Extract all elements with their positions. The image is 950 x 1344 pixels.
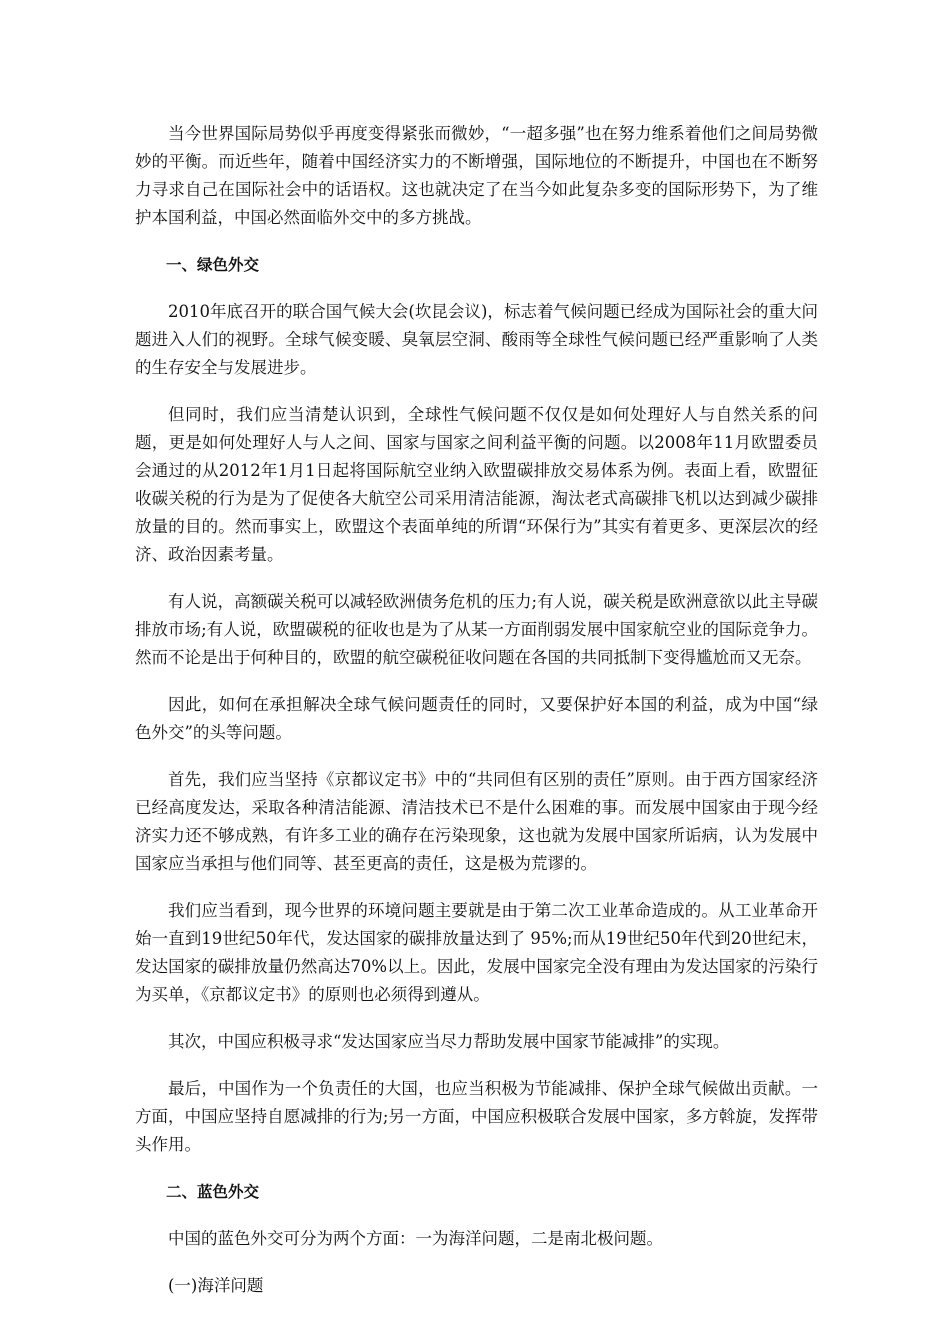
document-page (135, 120, 818, 1319)
body-paragraph: 2010年底召开的联合国气候大会(坎昆会议)，标志着气候问题已经成为国际社会的重大问题进入人们的视野。全球气候变暖、臭氧层空洞、酸雨等全球性气候问题已经严重影响了人类的生存安全与发展进步。 (135, 302, 818, 377)
body-paragraph: 中国的蓝色外交可分为两个方面：一为海洋问题，二是南北极问题。 (168, 1229, 663, 1248)
body-paragraph: 有人说，高额碳关税可以减轻欧洲债务危机的压力;有人说，碳关税是欧洲意欲以此主导碳排放市场;有人说，欧盟碳税的征收也是为了从某一方面削弱发展中国家航空业的国际竞争力。然而不论是出于何种目的，欧盟的航空碳税征收问题在各国的共同抵制下变得尴尬而又无奈。 (135, 592, 818, 667)
body-paragraph: 我们应当看到，现今世界的环境问题主要就是由于第二次工业革命造成的。从工业革命开始一直到19世纪50年代，发达国家的碳排放量达到了 95%;而从19世纪50年代到20世纪末，发达国家的碳排放量仍然高达70%以上。因此，发展中国家完全没有理由为发达国家的污染行为买单，《京都议定书》的原则也必须得到遵从。 (135, 901, 818, 1004)
body-paragraph: 其次，中国应积极寻求“发达国家应当尽力帮助发展中国家节能减排”的实现。 (168, 1032, 730, 1051)
subsection-heading-ocean-issues: (一)海洋问题 (168, 1276, 264, 1295)
intro-paragraph: 当今世界国际局势似乎再度变得紧张而微妙，“一超多强”也在努力维系着他们之间局势微妙的平衡。而近些年，随着中国经济实力的不断增强，国际地位的不断提升，中国也在不断努力寻求自己在国际社会中的话语权。这也就决定了在当今如此复杂多变的国际形势下，为了维护本国利益，中国必然面临外交中的多方挑战。 (135, 124, 818, 227)
body-paragraph: 因此，如何在承担解决全球气候问题责任的同时，又要保护好本国的利益，成为中国“绿色外交”的头等问题。 (135, 695, 818, 742)
section-heading-blue-diplomacy: 二、蓝色外交 (166, 1183, 260, 1201)
body-paragraph: 首先，我们应当坚持《京都议定书》中的“共同但有区别的责任”原则。由于西方国家经济已经高度发达，采取各种清洁能源、清洁技术已不是什么困难的事。而发展中国家由于现今经济实力还不够成熟，有许多工业的确存在污染现象，这也就为发展中国家所诟病，认为发展中国家应当承担与他们同等、甚至更高的责任，这是极为荒谬的。 (135, 770, 818, 873)
body-paragraph: 但同时，我们应当清楚认识到，全球性气候问题不仅仅是如何处理好人与自然关系的问题，更是如何处理好人与人之间、国家与国家之间利益平衡的问题。以2008年11月欧盟委员会通过的从2012年1月1日起将国际航空业纳入欧盟碳排放交易体系为例。表面上看，欧盟征收碳关税的行为是为了促使各大航空公司采用清洁能源，淘汰老式高碳排飞机以达到减少碳排放量的目的。然而事实上，欧盟这个表面单纯的所谓“环保行为”其实有着更多、更深层次的经济、政治因素考量。 (135, 405, 818, 564)
body-paragraph: 最后，中国作为一个负责任的大国，也应当积极为节能减排、保护全球气候做出贡献。一方面，中国应坚持自愿减排的行为;另一方面，中国应积极联合发展中国家，多方斡旋，发挥带头作用。 (135, 1079, 818, 1154)
section-heading-green-diplomacy: 一、绿色外交 (166, 256, 260, 274)
